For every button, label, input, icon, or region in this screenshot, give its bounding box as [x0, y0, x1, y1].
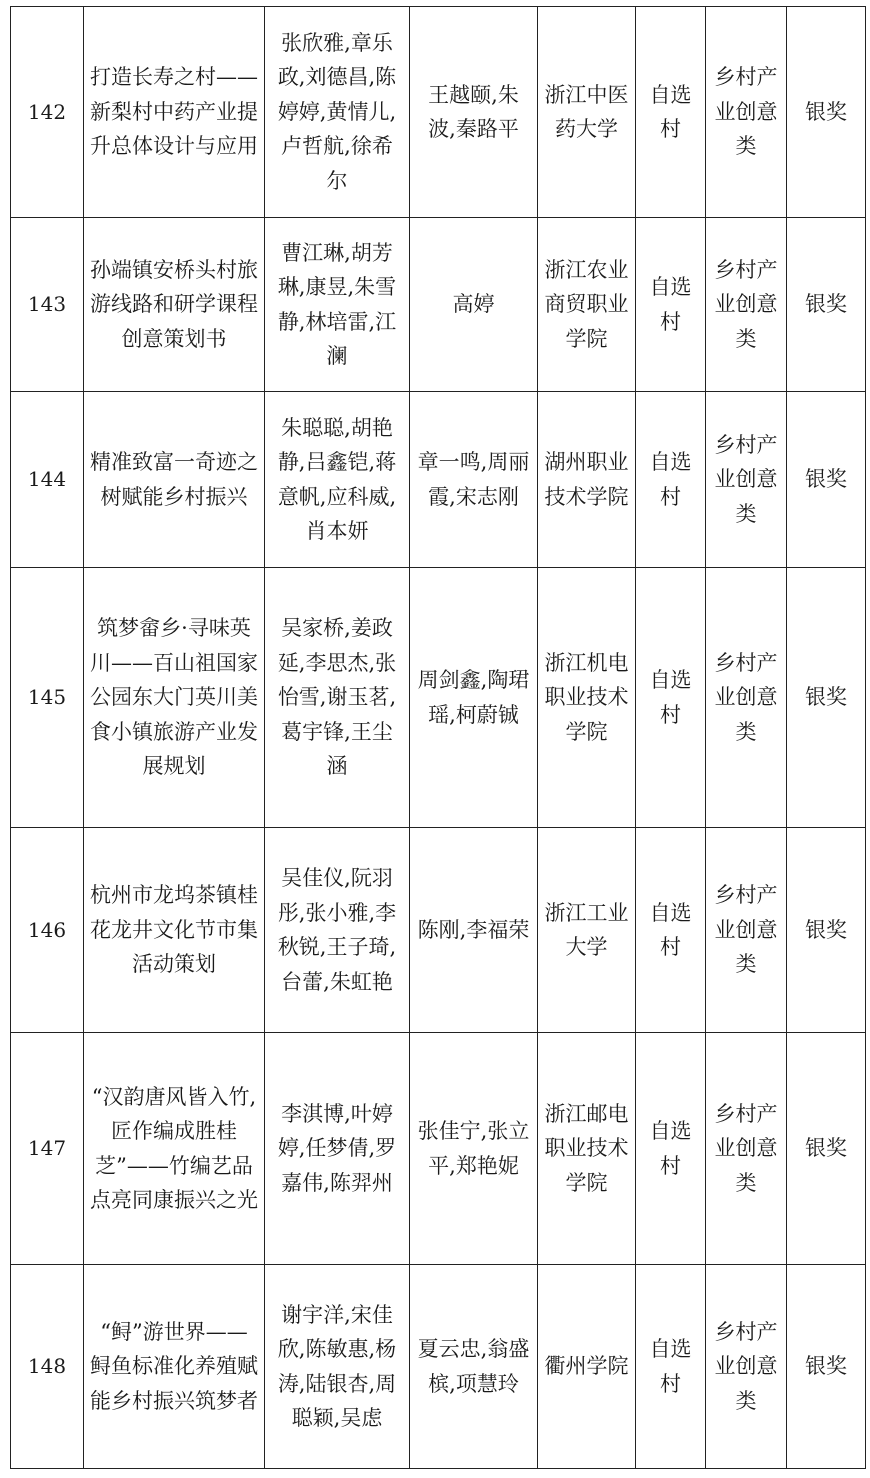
team-members: 谢宇洋,宋佳欣,陈敏惠,杨涛,陆银杏,周聪颖,吴虑	[265, 1265, 410, 1469]
school: 湖州职业技术学院	[538, 392, 636, 568]
award: 银奖	[787, 392, 866, 568]
table-row	[11, 7, 866, 218]
team-members: 吴佳仪,阮羽彤,张小雅,李秋锐,王子琦,台蕾,朱虹艳	[265, 828, 410, 1033]
project-title: “鲟”游世界——鲟鱼标准化养殖赋能乡村振兴筑梦者	[84, 1265, 265, 1469]
village-type: 自选村	[636, 7, 706, 218]
entry-number: 147	[11, 1033, 84, 1265]
entry-number: 146	[11, 828, 84, 1033]
award: 银奖	[787, 1265, 866, 1469]
project-title: 孙端镇安桥头村旅游线路和研学课程 创意策划书	[84, 218, 265, 392]
advisors: 陈刚,李福荣	[410, 828, 538, 1033]
table-row	[11, 568, 866, 828]
table-row	[11, 1033, 866, 1265]
advisors: 王越颐,朱波,秦路平	[410, 7, 538, 218]
school: 浙江农业商贸职业学院	[538, 218, 636, 392]
entry-number: 145	[11, 568, 84, 828]
team-members: 张欣雅,章乐政,刘德昌,陈婷婷,黄情儿,卢哲航,徐希尔	[265, 7, 410, 218]
entry-number: 148	[11, 1265, 84, 1469]
award: 银奖	[787, 218, 866, 392]
advisors: 周剑鑫,陶珺瑶,柯蔚铖	[410, 568, 538, 828]
team-members: 吴家桥,姜政延,李思杰,张怡雪,谢玉茗,葛宇锋,王尘涵	[265, 568, 410, 828]
team-members: 朱聪聪,胡艳静,吕鑫铠,蒋意帆,应科威,肖本妍	[265, 392, 410, 568]
village-type: 自选村	[636, 392, 706, 568]
category: 乡村产业创意类	[706, 218, 787, 392]
category: 乡村产业创意类	[706, 828, 787, 1033]
category: 乡村产业创意类	[706, 1033, 787, 1265]
category: 乡村产业创意类	[706, 1265, 787, 1469]
entry-number: 144	[11, 392, 84, 568]
category: 乡村产业创意类	[706, 7, 787, 218]
award: 银奖	[787, 568, 866, 828]
award: 银奖	[787, 1033, 866, 1265]
category: 乡村产业创意类	[706, 392, 787, 568]
project-title: 杭州市龙坞茶镇桂花龙井文化节市集活动策划	[84, 828, 265, 1033]
project-title: 打造长寿之村——新梨村中药产业提升总体设计与应用	[84, 7, 265, 218]
school: 浙江机电职业技术学院	[538, 568, 636, 828]
entry-number: 142	[11, 7, 84, 218]
village-type: 自选村	[636, 218, 706, 392]
advisors: 夏云忠,翁盛槟,项慧玲	[410, 1265, 538, 1469]
advisors: 张佳宁,张立平,郑艳妮	[410, 1033, 538, 1265]
village-type: 自选村	[636, 1265, 706, 1469]
awards-table	[10, 6, 866, 1469]
village-type: 自选村	[636, 828, 706, 1033]
category: 乡村产业创意类	[706, 568, 787, 828]
school: 浙江邮电职业技术学院	[538, 1033, 636, 1265]
award: 银奖	[787, 7, 866, 218]
project-title: 精准致富一奇迹之树赋能乡村振兴	[84, 392, 265, 568]
village-type: 自选村	[636, 568, 706, 828]
advisors: 高婷	[410, 218, 538, 392]
advisors: 章一鸣,周丽霞,宋志刚	[410, 392, 538, 568]
school: 衢州学院	[538, 1265, 636, 1469]
table-row	[11, 828, 866, 1033]
team-members: 李淇博,叶婷婷,任梦倩,罗嘉伟,陈羿州	[265, 1033, 410, 1265]
table-row	[11, 392, 866, 568]
school: 浙江工业大学	[538, 828, 636, 1033]
village-type: 自选村	[636, 1033, 706, 1265]
entry-number: 143	[11, 218, 84, 392]
award: 银奖	[787, 828, 866, 1033]
project-title: “汉韵唐风皆入竹,匠作编成胜桂芝”——竹编艺品点亮同康振兴之光	[84, 1033, 265, 1265]
project-title: 筑梦畲乡·寻味英川——百山祖国家公园东大门英川美食小镇旅游产业发展规划	[84, 568, 265, 828]
school: 浙江中医药大学	[538, 7, 636, 218]
table-row	[11, 218, 866, 392]
team-members: 曹江琳,胡芳琳,康昱,朱雪静,林培雷,江澜	[265, 218, 410, 392]
table-row	[11, 1265, 866, 1469]
